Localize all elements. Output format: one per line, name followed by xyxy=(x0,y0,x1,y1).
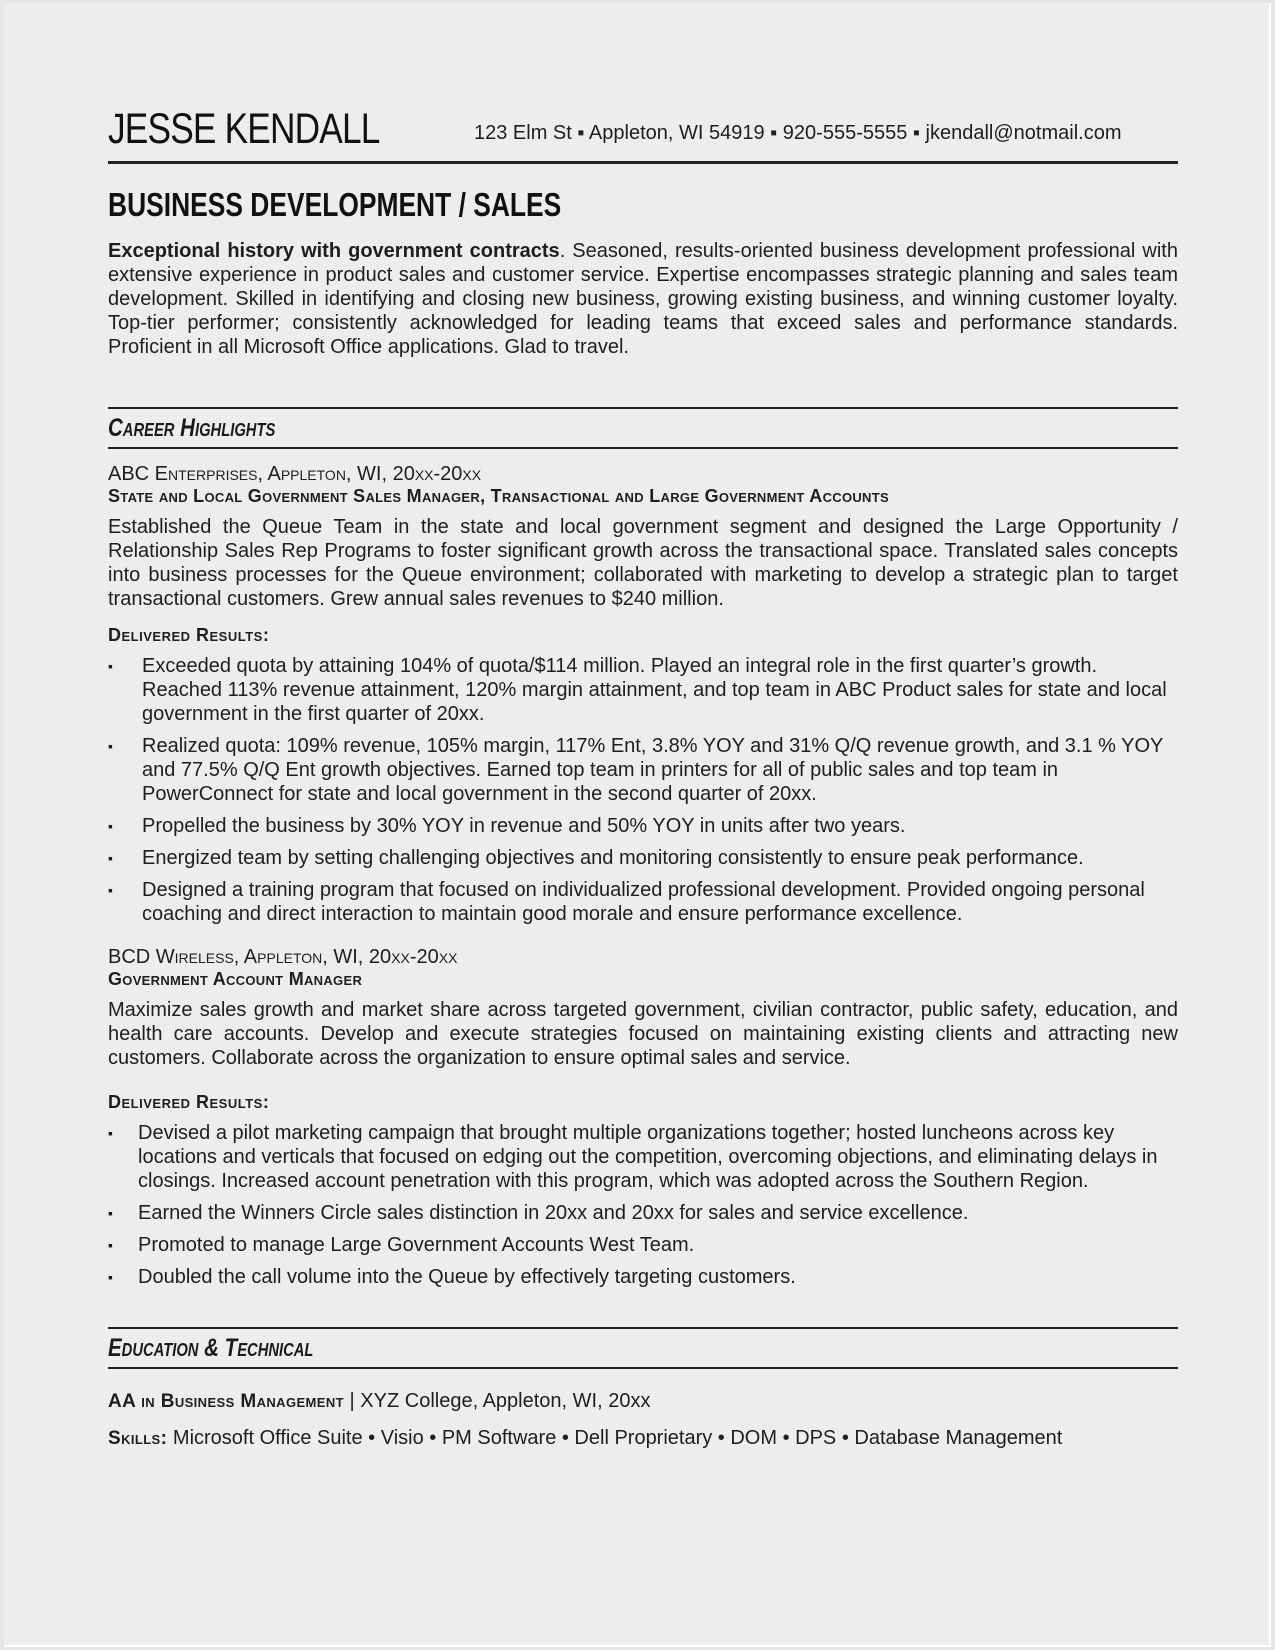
education-header xyxy=(108,1327,1178,1369)
bullet-icon: ▪ xyxy=(108,1237,113,1253)
bullet-icon: ▪ xyxy=(108,1205,113,1221)
job-description: Established the Queue Team in the state and local government segment and designed the Large Opportunity / Relationship Sales Rep Programs to foster significant growth across the transactional space. Translated sales concepts into business processes for the Queue environment; collaborated with marketing to develop a strategic plan to target transactional customers. Grew annual sales revenues to $240 million. xyxy=(108,516,1178,610)
bullet-icon: ▪ xyxy=(108,1125,113,1141)
summary-text: . Seasoned, results-oriented business development professional with extensive experience in product sales and customer service. Expertise encompasses strategic planning and sales team development. Skilled in identifying and closing new business, growing existing business, and winning customer loyalty. Top-tier performer; consistently acknowledged for leading teams that exceed sales and performance standards. Proficient in all Microsoft Office applications. Glad to travel. xyxy=(108,240,1178,358)
results-list xyxy=(108,1121,1178,1289)
job-entry-abc xyxy=(108,463,1178,926)
job-company: BCD Wireless, Appleton, WI, 20xx-20xx xyxy=(108,946,458,968)
degree-label: AA in Business Management xyxy=(108,1391,344,1412)
list-item: ▪ Realized quota: 109% revenue, 105% margin, 117% Ent, 3.8% YOY and 31% Q/Q revenue growth, and 3.1 % YOY and 77.5% Q/Q Ent growth objectives. Earned top team in printers for all of public sales and top team in PowerConnect for state and local government in the second quarter of 20xx. xyxy=(108,735,1164,805)
summary-paragraph xyxy=(108,239,1178,359)
list-item: ▪ Exceeded quota by attaining 104% of quota/$114 million. Played an integral role in the first quarter’s growth. Reached 113% revenue attainment, 120% margin attainment, and top team in ABC Product sales for state and local government in the first quarter of 20xx. xyxy=(108,655,1167,725)
results-list xyxy=(108,654,1178,926)
section-title-education: Education & Technical xyxy=(108,1333,314,1362)
resume-header xyxy=(108,103,1178,164)
resume-content xyxy=(108,103,1178,1451)
contact-info: 123 Elm St ▪ Appleton, WI 54919 ▪ 920-555-5555 ▪ jkendall@notmail.com xyxy=(474,122,1122,144)
job-role: Government Account Manager xyxy=(108,969,363,989)
bullet-icon: ▪ xyxy=(108,882,113,898)
list-item: ▪ Promoted to manage Large Government Accounts West Team. xyxy=(108,1234,695,1256)
results-label: Delivered Results: xyxy=(108,1092,270,1112)
bullet-icon: ▪ xyxy=(108,850,113,866)
section-title-career: Career Highlights xyxy=(108,413,276,442)
list-item: ▪ Propelled the business by 30% YOY in revenue and 50% YOY in units after two years. xyxy=(108,815,906,837)
list-item: ▪ Devised a pilot marketing campaign that brought multiple organizations together; hosted luncheons across key locations and verticals that focused on edging out the competition, overcoming objections, and eliminating delays in closings. Increased account penetration with this program, which was adopted across the Southern Region. xyxy=(108,1122,1158,1192)
career-highlights-header xyxy=(108,407,1178,449)
resume-page xyxy=(4,3,1271,1647)
list-item: ▪ Earned the Winners Circle sales distinction in 20xx and 20xx for sales and service excellence. xyxy=(108,1202,969,1224)
job-role: State and Local Government Sales Manager, Transactional and Large Government Accounts xyxy=(108,486,889,506)
bullet-icon: ▪ xyxy=(108,818,113,834)
skills-list: Microsoft Office Suite • Visio • PM Software • Dell Proprietary • DOM • DPS • Database Management xyxy=(167,1427,1063,1449)
results-label: Delivered Results: xyxy=(108,625,270,645)
list-item: ▪ Doubled the call volume into the Queue by effectively targeting customers. xyxy=(108,1266,796,1288)
professional-headline: BUSINESS DEVELOPMENT / SALES xyxy=(108,186,562,223)
degree-detail: | XYZ College, Appleton, WI, 20xx xyxy=(343,1390,651,1412)
skills-line xyxy=(108,1426,1178,1451)
bullet-icon: ▪ xyxy=(108,658,113,674)
degree-line xyxy=(108,1389,1178,1414)
summary-lead: Exceptional history with government contracts xyxy=(108,240,560,262)
bullet-icon: ▪ xyxy=(108,1269,113,1285)
skills-label: Skills: xyxy=(108,1428,168,1449)
list-item: ▪ Energized team by setting challenging objectives and monitoring consistently to ensure peak performance. xyxy=(108,847,1084,869)
job-company: ABC Enterprises, Appleton, WI, 20xx-20xx xyxy=(108,463,482,485)
job-entry-bcd xyxy=(108,946,1178,1289)
bullet-icon: ▪ xyxy=(108,738,113,754)
job-description: Maximize sales growth and market share across targeted government, civilian contractor, public safety, education, and health care accounts. Develop and execute strategies focused on maintaining existing clients and attracting new customers. Collaborate across the organization to ensure optimal sales and service. xyxy=(108,999,1178,1069)
candidate-name: JESSE KENDALL xyxy=(108,105,380,153)
list-item: ▪ Designed a training program that focused on individualized professional development. Provided ongoing personal coaching and direct interaction to maintain good morale and ensure performance excellence. xyxy=(108,879,1145,925)
